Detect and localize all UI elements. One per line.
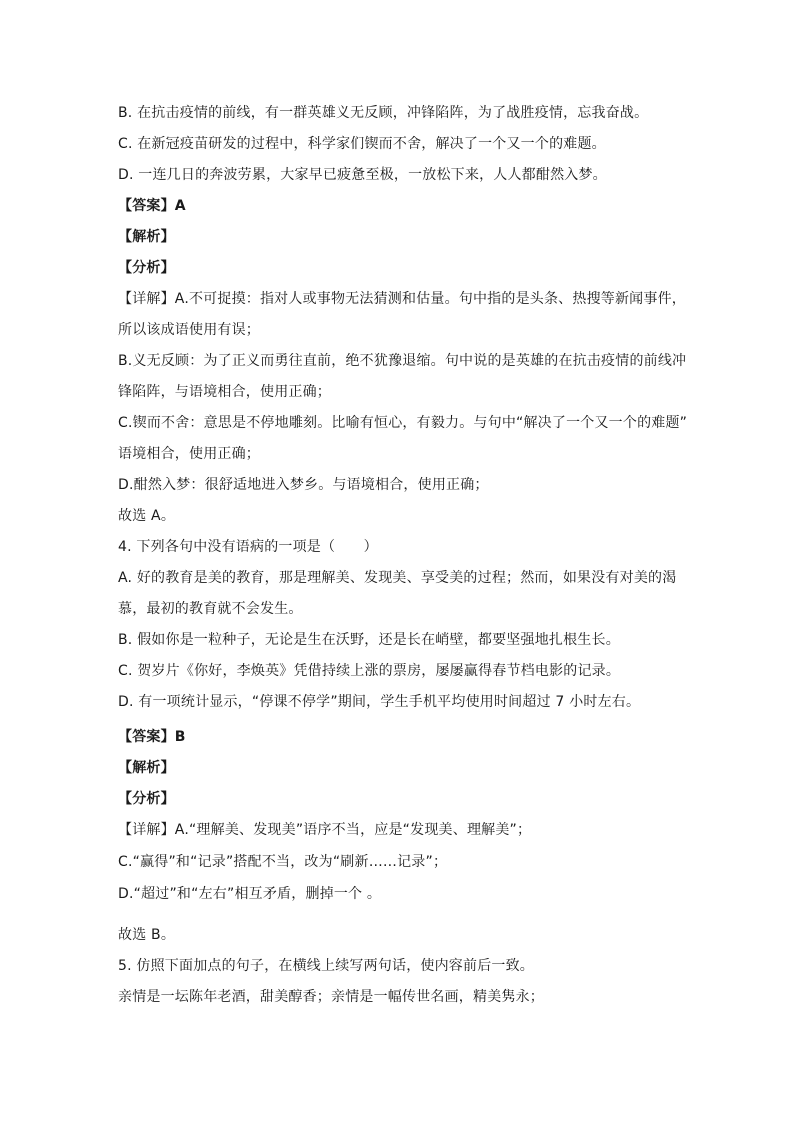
option-a-continued: 慕，最初的教育就不会发生。 [118, 601, 303, 617]
question-4-stem: 4. 下列各句中没有语病的一项是（ ） [118, 539, 378, 555]
explanation-line: 【详解】A.不可捉摸：指对人或事物无法猜测和估量。句中指的是头条、热搜等新闻事件， [118, 291, 686, 307]
explanation-line: 【详解】A.“理解美、发现美”语序不当，应是“发现美、理解美”； [118, 822, 532, 838]
explanation-line: 锋陷阵，与语境相合，使用正确； [118, 384, 331, 400]
option-d: D. 有一项统计显示，“停课不停学”期间，学生手机平均使用时间超过 7 小时左右。 [118, 694, 641, 710]
option-b: B. 假如你是一粒种子，无论是生在沃野，还是长在峭壁，都要坚强地扎根生长。 [118, 632, 620, 648]
explanation-line: 所以该成语使用有误； [118, 322, 260, 338]
conclusion-line: 故选 A。 [118, 508, 176, 524]
explanation-line: D.“超过”和“左右”相互矛盾，删掉一个 。 [118, 886, 382, 902]
analysis-label: 【解析】 [118, 229, 175, 245]
breakdown-label: 【分析】 [118, 260, 175, 276]
option-a: A. 好的教育是美的教育，那是理解美、发现美、享受美的过程；然而，如果没有对美的渴 [118, 570, 677, 586]
explanation-line: C.锲而不舍：意思是不停地雕刻。比喻有恒心，有毅力。与句中“解决了一个又一个的难题” [118, 415, 688, 431]
question-5-stem: 5. 仿照下面加点的句子，在横线上续写两句话，使内容前后一致。 [118, 958, 535, 974]
explanation-line: C.“赢得”和“记录”搭配不当，改为“刷新……记录”； [118, 854, 448, 870]
option-c: C. 在新冠疫苗研发的过程中，科学家们锲而不舍，解决了一个又一个的难题。 [118, 136, 606, 152]
breakdown-label: 【分析】 [118, 791, 175, 807]
option-d: D. 一连几日的奔波劳累，大家早已疲惫至极，一放松下来，人人都酣然入梦。 [118, 167, 607, 183]
option-b: B. 在抗击疫情的前线，有一群英雄义无反顾，冲锋陷阵，为了战胜疫情，忘我奋战。 [118, 105, 649, 121]
answer-label: 【答案】A [118, 198, 186, 214]
conclusion-line: 故选 B。 [118, 927, 176, 943]
analysis-label: 【解析】 [118, 760, 175, 776]
explanation-line: D.酣然入梦：很舒适地进入梦乡。与语境相合，使用正确； [118, 477, 489, 493]
explanation-line: B.义无反顾：为了正义而勇往直前，绝不犹豫退缩。句中说的是英雄的在抗击疫情的前线冲 [118, 353, 687, 369]
question-5-example: 亲情是一坛陈年老酒，甜美醇香；亲情是一幅传世名画，精美隽永； [118, 989, 544, 1005]
answer-label: 【答案】B [118, 729, 186, 745]
option-c: C. 贺岁片《你好，李焕英》凭借持续上涨的票房，屡屡赢得春节档电影的记录。 [118, 663, 621, 679]
explanation-line: 语境相合，使用正确； [118, 446, 260, 462]
